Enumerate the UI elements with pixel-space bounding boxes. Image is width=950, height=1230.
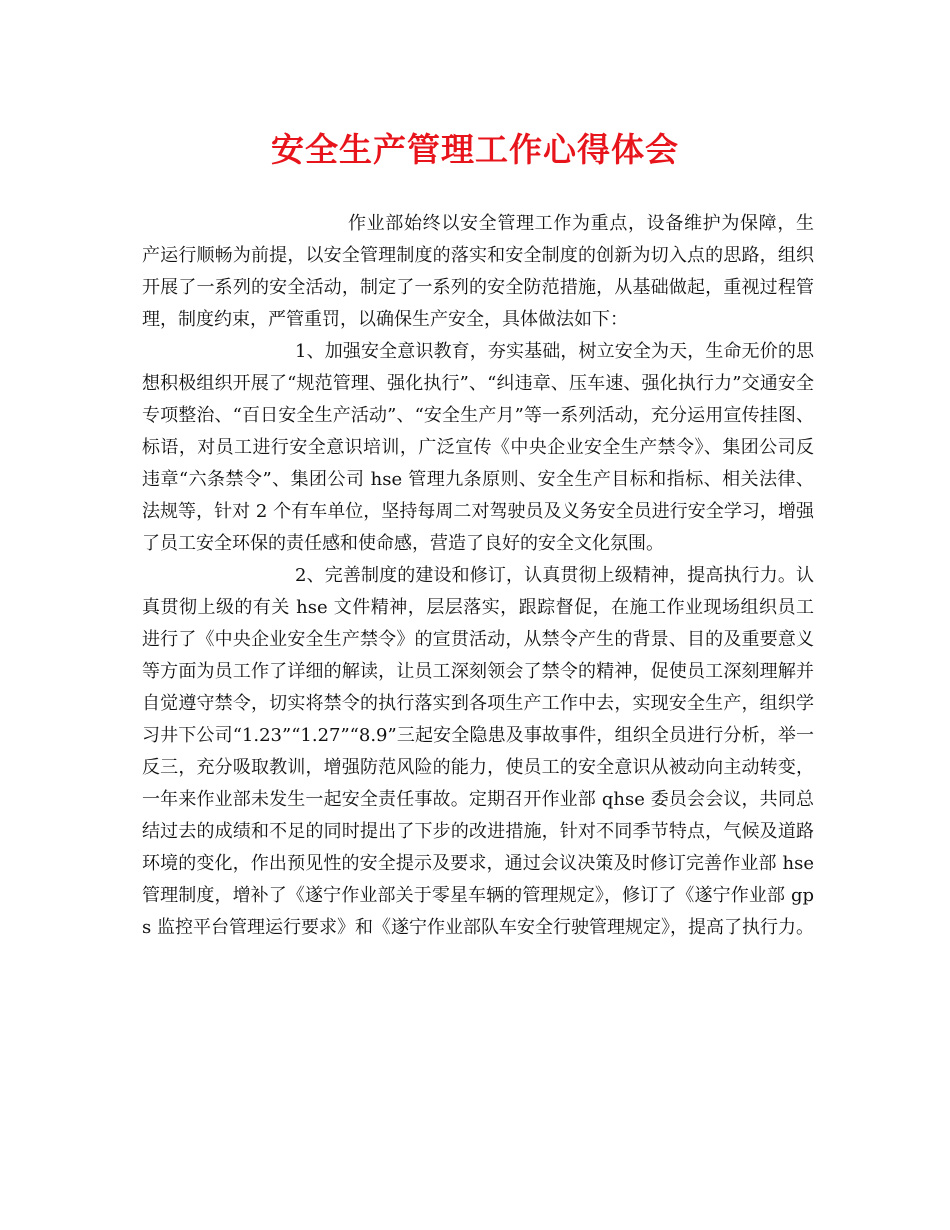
- paragraph-item-1: 1、加强安全意识教育，夯实基础，树立安全为天，生命无价的思想积极组织开展了“规范管理、强化执行”、“纠违章、压车速、强化执行力”交通安全专项整治、“百日安全生产活动”、“安全生产月”等一系列活动，充分运用宣传挂图、标语，对员工进行安全意识培训，广泛宣传《中央企业安全生产禁令》、集团公司反违章“六条禁令”、集团公司 hse 管理九条原则、安全生产目标和指标、相关法律、法规等，针对 2 个有车单位，坚持每周二对驾驶员及义务安全员进行安全学习，增强了员工安全环保的责任感和使命感，营造了良好的安全文化氛围。: [142, 341, 814, 554]
- document-body: [142, 208, 814, 944]
- paragraph-item-2: 2、完善制度的建设和修订，认真贯彻上级精神，提高执行力。认真贯彻上级的有关 hse 文件精神，层层落实，跟踪督促，在施工作业现场组织员工进行了《中央企业安全生产禁令》的宣贯活动，从禁令产生的背景、目的及重要意义等方面为员工作了详细的解读，让员工深刻领会了禁令的精神，促使员工深刻理解并自觉遵守禁令，切实将禁令的执行落实到各项生产工作中去，实现安全生产，组织学习井下公司“1.23”“1.27”“8.9”三起安全隐患及事故事件，组织全员进行分析，举一反三，充分吸取教训，增强防范风险的能力，使员工的安全意识从被动向主动转变，一年来作业部未发生一起安全责任事故。定期召开作业部 qhse 委员会会议，共同总结过去的成绩和不足的同时提出了下步的改进措施，针对不同季节特点，气候及道路环境的变化，作出预见性的安全提示及要求，通过会议决策及时修订完善作业部 hse 管理制度，增补了《遂宁作业部关于零星车辆的管理规定》，修订了《遂宁作业部 gps 监控平台管理运行要求》和《遂宁作业部队车安全行驶管理规定》，提高了执行力。: [142, 565, 814, 938]
- document-title: 安全生产管理工作心得体会: [271, 130, 679, 169]
- paragraph-intro: 作业部始终以安全管理工作为重点，设备维护为保障，生产运行顺畅为前提，以安全管理制度的落实和安全制度的创新为切入点的思路，组织开展了一系列的安全活动，制定了一系列的安全防范措施，从基础做起，重视过程管理，制度约束，严管重罚，以确保生产安全，具体做法如下：: [142, 213, 814, 330]
